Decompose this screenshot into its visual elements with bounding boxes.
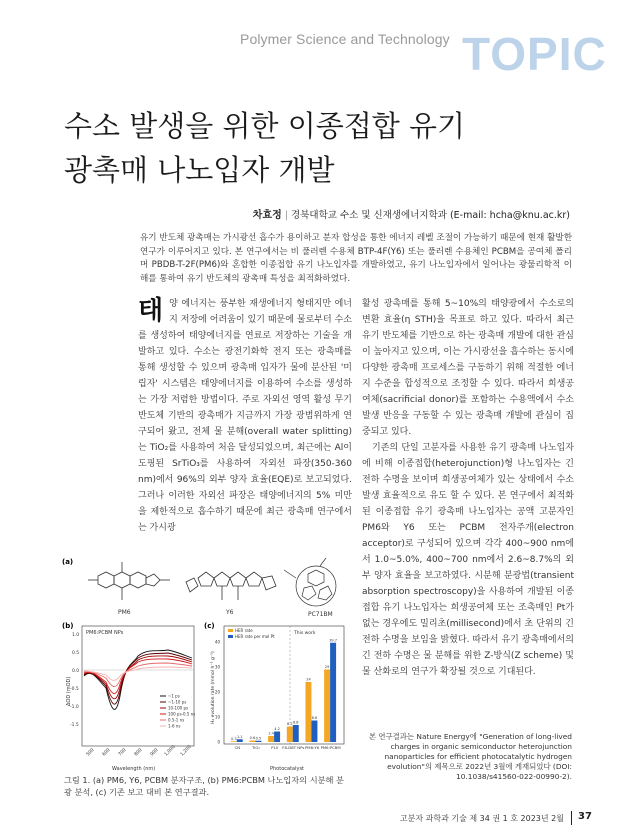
x-tick-label: P10: [271, 745, 279, 750]
bar-value-label: 6.2: [286, 722, 293, 726]
section-header: Polymer Science and Technology: [240, 31, 450, 47]
svg-text:-1.5: -1.5: [70, 723, 79, 728]
y-tick-label: 30: [214, 664, 220, 670]
svg-text:100 ps-0.5 ns: 100 ps-0.5 ns: [168, 711, 196, 717]
topic-label: TOPIC: [462, 28, 607, 80]
svg-text:-1.0: -1.0: [70, 705, 79, 710]
bar-value-label: 2.4: [268, 731, 274, 736]
bar-value-label: 0.3: [230, 736, 237, 741]
y-tick-label: 0: [217, 739, 220, 745]
svg-text:800: 800: [133, 747, 144, 758]
bar-her-rate-1: [249, 741, 255, 743]
footer-journal: 고분자 과학과 기술 제 34 권 1 호 2023년 2월: [399, 814, 564, 823]
bar-her-rate-4: [305, 682, 311, 742]
bar-her-rate-pt-1: [255, 741, 261, 742]
bar-her-rate-0: [231, 741, 237, 742]
panel-b-ylabel: ΔOD (mOD): [66, 676, 72, 706]
svg-text:-0.5: -0.5: [70, 687, 79, 692]
title-line-2: 광촉매 나노입자 개발: [64, 153, 335, 187]
svg-text:0.5: 0.5: [72, 651, 80, 656]
col2-paragraph-1: 활성 광촉매를 통해 5~10%의 태양광에서 수소로의 변환 효율(η STH)을 목표로 하고 있다. 따라서 최근 유기 반도체를 기반으로 하는 광촉매 개발에 대한 관심이 높아지고 있으며, 이는 가시광선을 흡수하는 동시에 다양한 광촉매 프로세스를 구동하기 위해 적절한 에너지 수준을 합성적으로 조정할 수 있다. 따라서 희생공여체(sacrificial donor)를 포함하는 수용액에서 수소 발생 반응을 구동할 수 있는 광촉매 개발에 관심이 집중되고 있다.: [362, 299, 574, 437]
mol1-label: PM6: [118, 609, 131, 616]
panel-b-label: (b): [62, 622, 74, 630]
bar-value-label: 0.5: [255, 736, 262, 741]
svg-text:0.5-1 ns: 0.5-1 ns: [168, 717, 185, 723]
x-tick-label: PM6:Y6: [305, 745, 319, 750]
bar-value-label: 1.1: [236, 734, 243, 739]
y-tick-label: 20: [214, 689, 220, 695]
panel-b-title: PM6:PCBM NPs: [86, 630, 124, 636]
bar-value-label: 24: [306, 677, 311, 682]
svg-text:1-6 ns: 1-6 ns: [168, 723, 181, 729]
x-tick-label: CN: [234, 745, 241, 750]
col2-paragraph-2: 기존의 단일 고분자를 사용한 유기 광촉매 나노입자에 비해 이종접합(heterojunction)형 나노입자는 긴 전하 수명을 보이며 희생공여체가 있는 상태에서 수소 발생 효율적으로 유도 할 수 있다. 본 연구에서 최적화된 이종접합 유기 광촉매 나노입자는 공액 고분자인 PM6와 Y6 또는 PCBM 전자주개(electron acceptor)로 구성되어 있으며 각각 400~900 nm에서 1.0~5.0%, 400~700 nm에서 2.6~8.7%의 외부 양자 효율을 보고하였다. 시분해 분광법(transient absorption spectroscopy)을 사용하여 개발된 이종접합 유기 나노입자는 희생공여체 또는 조촉매인 Pt가 없는 경우에도 밀리초(millisecond)에서 초 단위의 긴 전하 수명을 보임을 밝혔다. 따라서 유기 광촉매에서의 긴 전하 수명은 물 분해를 위한 Z-방식(Z scheme) 및 물 산화로의 연구가 확장될 것으로 기대된다.: [362, 443, 574, 677]
bar-her-rate-pt-4: [311, 721, 317, 743]
body-column-1: [138, 296, 352, 536]
body-column-2: [362, 296, 574, 680]
svg-text:~1-10 ps: ~1-10 ps: [168, 699, 187, 705]
molecule-pm6: [88, 562, 170, 600]
bar-value-label: 29: [324, 665, 330, 669]
mol2-label: Y6: [226, 609, 234, 616]
page-title: [64, 104, 564, 192]
panel-c-legend: [228, 628, 275, 639]
author-name: 차효정: [252, 210, 282, 221]
svg-text:500: 500: [85, 747, 96, 758]
x-tick-label: F8-DBT NPs: [282, 745, 305, 750]
bar-value-label: 6.8: [292, 720, 299, 725]
molecule-pcbm: [284, 558, 336, 606]
molecule-y6: [186, 572, 276, 600]
svg-text:700: 700: [117, 747, 128, 758]
footer-divider: [571, 811, 572, 825]
title-line-1: 수소 발생을 위한 이종접합 유기: [64, 109, 466, 143]
page-number: 37: [578, 811, 592, 822]
svg-text:1.0: 1.0: [72, 633, 80, 638]
bar-her-rate-3: [287, 727, 293, 743]
panel-b-xlabel: Wavelength (nm): [112, 766, 156, 772]
panel-a-label: (a): [62, 558, 74, 566]
panel-c-xlabel: Photocatalyst: [270, 766, 305, 772]
bar-her-rate-pt-5: [330, 643, 336, 742]
svg-text:1,000: 1,000: [163, 744, 177, 758]
svg-text:HER rate per mol Pt: HER rate per mol Pt: [235, 634, 275, 639]
bar-her-rate-5: [324, 670, 330, 743]
svg-text:~1 ps: ~1 ps: [168, 693, 180, 699]
svg-text:900: 900: [149, 747, 160, 758]
bar-value-label: 8.6: [311, 716, 318, 720]
bar-her-rate-pt-3: [293, 725, 299, 742]
svg-text:600: 600: [101, 747, 112, 758]
bar-value-label: 0.6: [249, 736, 256, 740]
svg-text:10-100 ps: 10-100 ps: [168, 705, 189, 711]
drop-cap: 태: [138, 296, 164, 326]
panel-c-ylabel: H₂ evolution rate (mmol h⁻¹ g⁻¹): [211, 651, 216, 724]
reference-note: 본 연구결과는 Nature Energy에 "Generation of long-lived charges in organic semiconductor heterojunction nanoparticles for efficient photocatalytic hydrogen evolution"의 제목으로 2022년 3월에 게재되었다 (DOI: 10.1038/s41560-022-00990-2).: [368, 732, 572, 781]
bar-her-rate-pt-0: [237, 739, 243, 742]
bar-value-label: 39.7: [329, 638, 337, 643]
panel-b-legend: [160, 694, 195, 729]
svg-text:0.0: 0.0: [72, 669, 80, 674]
svg-text:HER rate: HER rate: [235, 628, 253, 633]
author-line: 차효정 | 경북대학교 수소 및 신재생에너지학과 (E-mail: hcha@knu.ac.kr): [252, 210, 570, 221]
figure-caption: 그림 1. (a) PM6, Y6, PCBM 분자구조, (b) PM6:PCBM 나노입자의 시분해 분광 분석, (c) 기존 보고 대비 본 연구결과.: [64, 775, 344, 797]
svg-text:1,200: 1,200: [179, 744, 193, 758]
panel-c-label: (c): [204, 622, 215, 630]
panel-c-bars: [231, 638, 337, 742]
panel-c-annot: This work: [294, 631, 316, 636]
y-tick-label: 10: [214, 714, 220, 720]
bar-value-label: 4.2: [274, 727, 280, 731]
x-tick-label: PM6:PCBM: [320, 745, 341, 750]
abstract: 유기 반도체 광촉매는 가시광선 흡수가 용이하고 분자 합성을 통한 에너지 레벨 조절이 가능하기 때문에 현재 활발한 연구가 이루어지고 있다. 본 연구에서는 비 풀러렌 수용체 BTP-4F(Y6) 또는 풀러렌 수용체인 PCBM을 공여체 폴리머 PBDB-T-2F(PM6)와 혼합한 이종접합 유기 나노입자를 개발하였고, 유기 나노입자에서 일어나는 광물리학적 이해를 통하여 유기 반도체의 광촉매 특성을 최적화하였다.: [140, 233, 572, 284]
y-tick-label: 40: [214, 639, 220, 645]
bar-her-rate-2: [268, 736, 274, 742]
mol3-label: PC71BM: [308, 611, 333, 618]
x-tick-label: TiO₂: [252, 745, 260, 750]
author-affiliation: 경북대학교 수소 및 신재생에너지학과 (E-mail: hcha@knu.ac.kr): [291, 210, 570, 221]
bar-her-rate-pt-2: [274, 732, 280, 743]
col1-paragraph: 양 에너지는 풍부한 재생에너지 형태지만 에너지 저장에 어려움이 있기 때문에 물로부터 수소를 생성하여 태양에너지를 연료로 저장하는 기술을 개발하고 있다. 수소는 광전기화학 전지 또는 광촉매를 통해 생성할 수 있으며 광촉매 입자가 물에 분산된 '미립자' 시스템은 태양에너지를 이용하여 수소를 생성하는 가장 저렴한 방법이다. 주로 자외선 영역 활성 무기 반도체 기반의 광촉매가 지금까지 가장 광범위하게 연구되어 왔고, 전체 물 분해(overall water splitting)는 TiO₂를 사용하여 처음 달성되었으며, 최근에는 Al이 도핑된 SrTiO₃를 사용하여 자외선 파장(350-360 nm)에서 96%의 외부 양자 효율(EQE)로 보고되었다. 그러나 이러한 자외선 파장은 태양에너지의 5% 미만을 제한적으로 흡수하기 때문에 최근 광촉매 연구에서는 가시광: [138, 299, 352, 533]
